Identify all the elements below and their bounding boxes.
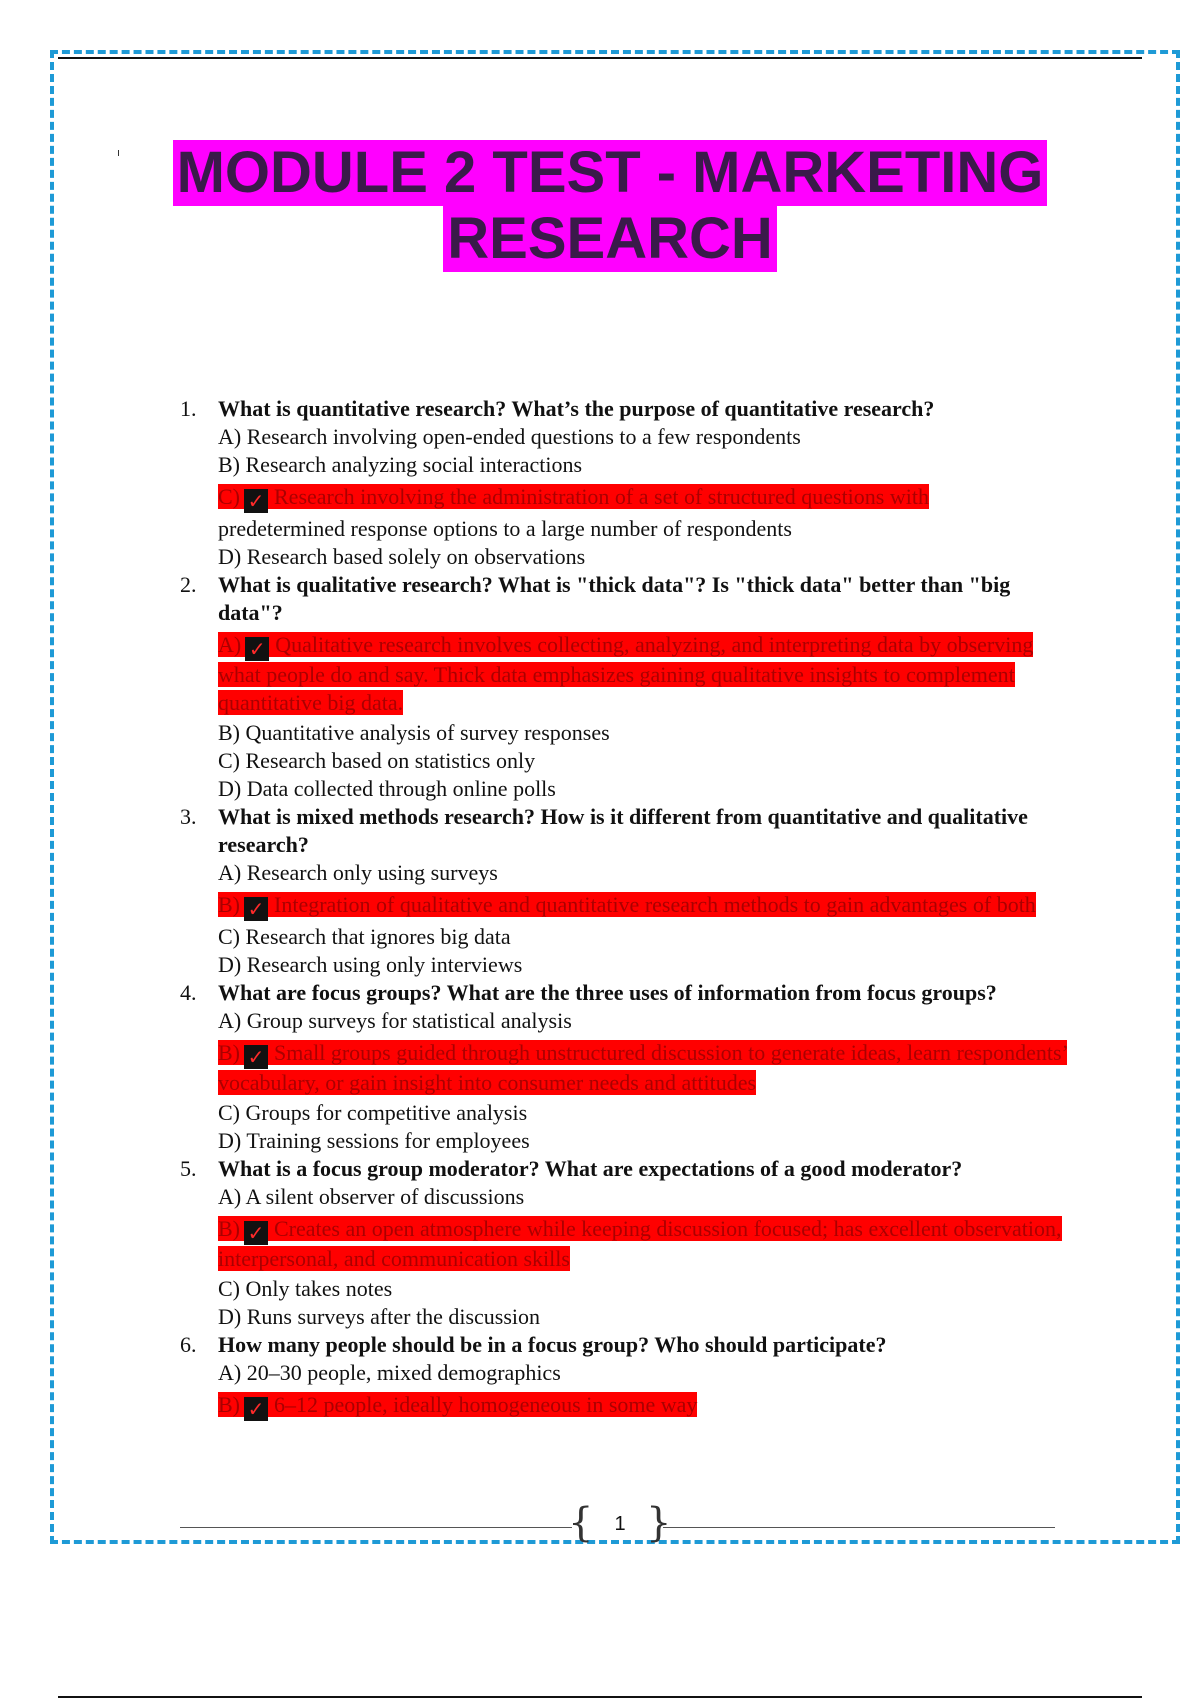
- correct-answer: [218, 1391, 1078, 1421]
- answer-text: Qualitative research involves collecting, analyzing, and interpreting data by observing what people do and say. Thick data emphasizes gaining qualitative insights to complement quantitative big data.: [218, 632, 1034, 715]
- answer-option: C) Only takes notes: [218, 1276, 393, 1301]
- check-box-icon: ✓: [244, 1397, 268, 1421]
- question-number: 6.: [180, 1332, 197, 1357]
- answer-text: Integration of qualitative and quantitative research methods to gain advantages of both: [274, 892, 1036, 917]
- answer-highlight: [218, 1392, 698, 1421]
- check-box-icon: ✓: [244, 1221, 268, 1245]
- answer-option: A) Group surveys for statistical analysis: [218, 1008, 572, 1033]
- question-list: [178, 395, 1078, 1423]
- answer-option: A) Research only using surveys: [218, 860, 498, 885]
- question-item: [178, 395, 1078, 571]
- check-box-icon: ✓: [245, 637, 269, 661]
- correct-answer: [218, 891, 1078, 921]
- answer-option: D) Research using only interviews: [218, 952, 523, 977]
- title-line-2: RESEARCH: [443, 206, 777, 272]
- answer-option: predetermined response options to a large number of respondents: [218, 516, 792, 541]
- check-box-icon: ✓: [244, 1045, 268, 1069]
- answer-letter: B): [218, 892, 240, 917]
- question-text: What is mixed methods research? How is it different from quantitative and qualitative research?: [218, 804, 1028, 857]
- footer-rule-right: [663, 1527, 1055, 1528]
- answer-option: C) Groups for competitive analysis: [218, 1100, 528, 1125]
- answer-text: 6–12 people, ideally homogeneous in some way: [274, 1392, 698, 1417]
- answer-text: Small groups guided through unstructured discussion to generate ideas, learn respondents’ vocabulary, or gain insight into consumer needs and attitudes: [218, 1040, 1068, 1095]
- question-text: What is qualitative research? What is "thick data"? Is "thick data" better than "big data"?: [218, 572, 1011, 625]
- answer-letter: B): [218, 1040, 240, 1065]
- answer-option: B) Quantitative analysis of survey responses: [218, 720, 610, 745]
- answer-option: A) A silent observer of discussions: [218, 1184, 525, 1209]
- page-footer: [180, 1500, 1055, 1546]
- question-text: What are focus groups? What are the three uses of information from focus groups?: [218, 980, 997, 1005]
- answer-text: Research involving the administration of a set of structured questions with: [274, 484, 929, 509]
- answer-letter: C): [218, 484, 240, 509]
- question-number: 5.: [180, 1156, 197, 1181]
- answer-text: Creates an open atmosphere while keeping discussion focused; has excellent observation, interpersonal, and communication skills: [218, 1216, 1062, 1271]
- page-title: [160, 140, 1060, 272]
- answer-highlight: [218, 632, 1033, 715]
- question-item: [178, 1331, 1078, 1421]
- question-item: [178, 571, 1078, 803]
- question-number: 2.: [180, 572, 197, 597]
- correct-answer: [218, 1039, 1078, 1097]
- answer-option: D) Runs surveys after the discussion: [218, 1304, 541, 1329]
- right-brace-icon: }: [646, 1500, 672, 1546]
- answer-highlight: [218, 892, 1036, 921]
- bottom-rule: [58, 1696, 1142, 1698]
- question-text: What is a focus group moderator? What are expectations of a good moderator?: [218, 1156, 963, 1181]
- answer-option: B) Research analyzing social interactions: [218, 452, 583, 477]
- correct-answer: [218, 1215, 1078, 1273]
- question-item: [178, 979, 1078, 1155]
- answer-letter: A): [218, 632, 242, 657]
- question-text: What is quantitative research? What’s the purpose of quantitative research?: [218, 396, 935, 421]
- question-item: [178, 1155, 1078, 1331]
- answer-highlight: [218, 484, 929, 513]
- title-line-1: MODULE 2 TEST - MARKETING: [173, 140, 1048, 206]
- question-number: 4.: [180, 980, 197, 1005]
- answer-option: A) 20–30 people, mixed demographics: [218, 1360, 561, 1385]
- left-brace-icon: {: [568, 1500, 594, 1546]
- answer-option: C) Research based on statistics only: [218, 748, 536, 773]
- correct-answer: [218, 483, 1078, 513]
- question-number: 3.: [180, 804, 197, 829]
- answer-option: C) Research that ignores big data: [218, 924, 511, 949]
- answer-option: D) Data collected through online polls: [218, 776, 556, 801]
- answer-highlight: [218, 1216, 1062, 1271]
- answer-highlight: [218, 1040, 1067, 1095]
- answer-letter: B): [218, 1216, 240, 1241]
- answer-letter: B): [218, 1392, 240, 1417]
- check-box-icon: ✓: [244, 489, 268, 513]
- question-item: [178, 803, 1078, 979]
- answer-option: D) Training sessions for employees: [218, 1128, 530, 1153]
- page-number: 1: [614, 1513, 626, 1535]
- answer-option: D) Research based solely on observations: [218, 544, 586, 569]
- margin-mark: [118, 150, 119, 156]
- check-box-icon: ✓: [244, 897, 268, 921]
- question-number: 1.: [180, 396, 197, 421]
- top-rule: [58, 57, 1142, 59]
- footer-rule-left: [180, 1527, 572, 1528]
- correct-answer: [218, 631, 1078, 717]
- question-text: How many people should be in a focus group? Who should participate?: [218, 1332, 887, 1357]
- answer-option: A) Research involving open-ended questions to a few respondents: [218, 424, 801, 449]
